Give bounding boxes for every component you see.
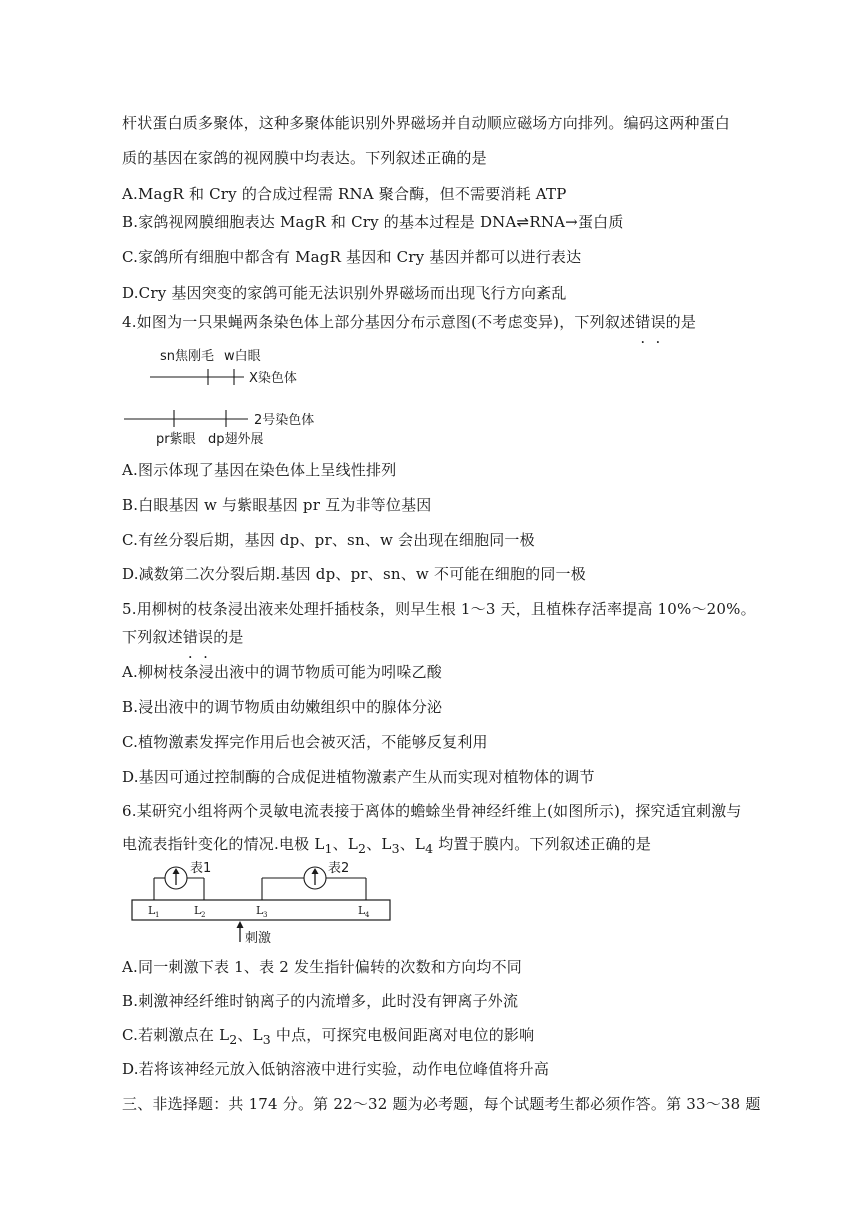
- option-b: B.浸出液中的调节物质由幼嫩组织中的腺体分泌: [122, 698, 443, 716]
- question-5-stem-cont: [122, 627, 244, 647]
- stimulus-label: 刺激: [245, 931, 272, 946]
- section-heading: 三、非选择题：共 174 分。第 22～32 题为必考题，每个试题考生都必须作答。第 33～38 题: [122, 1095, 761, 1113]
- emphasis-char: 错: [182, 628, 199, 646]
- emphasis-char: 误: [198, 628, 214, 646]
- question-5-text-end: 的是: [213, 628, 244, 646]
- subscript: 3: [262, 1032, 271, 1047]
- question-5-stem: 5.用柳树的枝条浸出液来处理扦插枝条，则早生根 1～3 天，且植株存活率提高 10%～20%。: [122, 600, 756, 618]
- question-4-stem: [122, 312, 696, 332]
- option-c: C.有丝分裂后期，基因 dp、pr、sn、w 会出现在细胞同一极: [122, 531, 535, 549]
- option-c-text-end: 中点，可探究电极间距离对电位的影响: [270, 1026, 535, 1044]
- w-gene-label: w白眼: [224, 349, 261, 364]
- question-6-text: 、L: [399, 835, 426, 853]
- pr-gene-label: pr紫眼: [156, 432, 196, 447]
- question-5-text: 下列叙述: [122, 628, 183, 646]
- subscript: 1: [324, 841, 333, 856]
- electrode-l3-sub: 3: [263, 911, 268, 919]
- option-b: [122, 212, 624, 232]
- electrode-l4-label: L: [358, 904, 366, 917]
- electrode-l1-label: L: [148, 904, 156, 917]
- option-c: [122, 1025, 534, 1050]
- question-4-text-end: 的是: [665, 313, 697, 331]
- reversible-arrow-icon: ⇌: [516, 213, 530, 231]
- option-b-text: B.家鸽视网膜细胞表达 MagR 和 Cry 的基本过程是 DNA: [122, 213, 517, 231]
- option-a: A.MagR 和 Cry 的合成过程需 RNA 聚合酶，但不需要消耗 ATP: [122, 185, 567, 203]
- option-d: D.Cry 基因突变的家鸽可能无法识别外界磁场而出现飞行方向紊乱: [122, 284, 567, 302]
- option-c: C.家鸽所有细胞中都含有 MagR 基因和 Cry 基因并都可以进行表达: [122, 248, 582, 266]
- stimulus-arrow-icon: [237, 921, 244, 928]
- option-a: A.同一刺激下表 1、表 2 发生指针偏转的次数和方向均不同: [122, 958, 522, 976]
- option-b: B.白眼基因 w 与紫眼基因 pr 互为非等位基因: [122, 496, 432, 514]
- electrode-l4-sub: 4: [365, 911, 370, 919]
- option-d: D.基因可通过控制酶的合成促进植物激素产生从而实现对植物体的调节: [122, 768, 595, 786]
- option-d: D.若将该神经元放入低钠溶液中进行实验，动作电位峰值将升高: [122, 1060, 550, 1078]
- question-6-stem-cont: [122, 834, 651, 859]
- option-a: A.图示体现了基因在染色体上呈线性排列: [122, 461, 397, 479]
- option-c-text: C.若刺激点在 L: [122, 1026, 230, 1044]
- x-chromosome-label: X染色体: [249, 371, 297, 386]
- emphasis-char: 错: [635, 313, 651, 331]
- question-6-text: 、L: [366, 835, 392, 853]
- sn-gene-label: sn焦刚毛: [160, 349, 215, 364]
- option-a: A.柳树枝条浸出液中的调节物质可能为吲哚乙酸: [122, 663, 443, 681]
- option-c: C.植物激素发挥完作用后也会被灭活，不能够反复利用: [122, 733, 488, 751]
- electrode-l3-label: L: [256, 904, 264, 917]
- electrode-l2-label: L: [194, 904, 202, 917]
- subscript: 2: [358, 841, 367, 856]
- chromosome-2-label: 2号染色体: [254, 413, 315, 428]
- option-c-text: 、L: [237, 1026, 263, 1044]
- option-b-text-end: RNA→蛋白质: [529, 213, 624, 231]
- text-line: 杆状蛋白质多聚体，这种多聚体能识别外界磁场并自动顺应磁场方向排列。编码这两种蛋白: [122, 114, 731, 132]
- subscript: 3: [391, 841, 400, 856]
- dp-gene-label: dp翅外展: [208, 432, 264, 447]
- option-b: B.刺激神经纤维时钠离子的内流增多，此时没有钾离子外流: [122, 992, 519, 1010]
- meter-2-label: 表2: [328, 861, 350, 876]
- subscript: 2: [229, 1032, 238, 1047]
- question-6-text: 电流表指针变化的情况.电极 L: [122, 835, 325, 853]
- question-6-text: 、L: [332, 835, 359, 853]
- nerve-fiber-diagram: [128, 858, 398, 950]
- chromosome-diagram: [120, 342, 420, 448]
- emphasis-char: 误: [650, 313, 666, 331]
- subscript: 4: [425, 841, 434, 856]
- text-line: 质的基因在家鸽的视网膜中均表达。下列叙述正确的是: [122, 149, 487, 167]
- meter-1-label: 表1: [190, 861, 212, 876]
- question-4-text: 4.如图为一只果蝇两条染色体上部分基因分布示意图(不考虑变异)，下列叙述: [122, 313, 636, 331]
- electrode-l1-sub: 1: [155, 911, 160, 919]
- question-6-text-end: 均置于膜内。下列叙述正确的是: [433, 835, 652, 853]
- question-6-stem: 6.某研究小组将两个灵敏电流表接于离体的蟾蜍坐骨神经纤维上(如图所示)，探究适宜刺激与: [122, 802, 742, 820]
- option-d: D.减数第二次分裂后期.基因 dp、pr、sn、w 不可能在细胞的同一极: [122, 565, 586, 583]
- electrode-l2-sub: 2: [201, 911, 206, 919]
